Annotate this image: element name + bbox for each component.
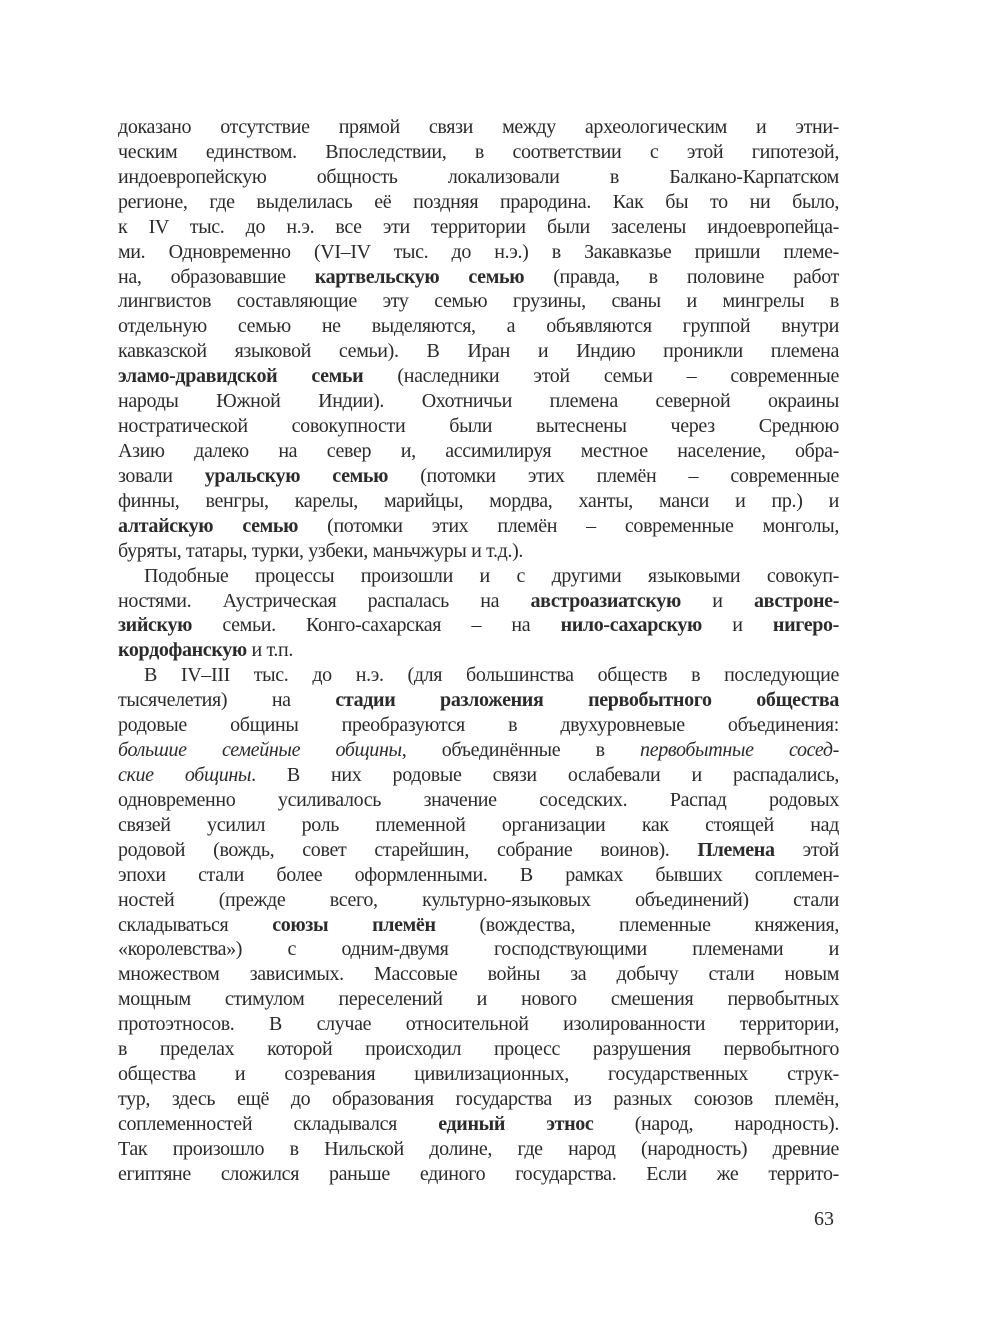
text-line	[118, 863, 839, 888]
text-line	[118, 913, 839, 938]
text-run: соплеменностей складывался	[118, 1112, 439, 1135]
bold-term: Племена	[697, 838, 775, 861]
text-line	[118, 663, 839, 688]
text-run: связей усилил роль племенной организации как стоящей над	[118, 813, 839, 836]
text-run: тур, здесь ещё до образования государства из разных союзов племён,	[118, 1087, 839, 1110]
text-run: Так произошло в Нильской долине, где народ (народность) древние	[118, 1137, 839, 1160]
text-run: и	[701, 614, 773, 637]
text-run: и т.п.	[246, 639, 294, 662]
text-run: родовые общины преобразуются в двухуровневые объединения:	[118, 714, 839, 737]
text-line	[118, 1112, 839, 1137]
text-line	[118, 713, 839, 738]
text-line	[118, 589, 839, 614]
text-line	[118, 1062, 839, 1087]
bold-term: кордофанскую	[118, 639, 247, 662]
page-number: 63	[814, 1208, 834, 1230]
text-line	[118, 289, 839, 314]
text-run: ностей (прежде всего, культурно-языковых объединений) стали	[118, 888, 839, 911]
text-line	[118, 987, 839, 1012]
bold-term: союзы племён	[272, 913, 436, 936]
text-line	[118, 489, 839, 514]
text-line	[118, 1137, 839, 1162]
text-run: буряты, татары, турки, узбеки, маньчжуры и т.д.).	[118, 539, 524, 562]
text-line	[118, 688, 839, 713]
text-run: доказано отсутствие прямой связи между археологическим и этни-	[118, 116, 839, 138]
text-run: ческим единством. Впоследствии, в соответствии с этой гипотезой,	[118, 140, 839, 163]
text-run: кавказской языковой семьи). В Иран и Индию проникли племена	[118, 340, 839, 363]
bold-term: алтайскую семью	[118, 514, 299, 537]
text-run: египтяне сложился раньше единого государства. Если же террито-	[118, 1162, 839, 1185]
text-line	[118, 638, 839, 663]
italic-term: большие семейные общины	[118, 739, 402, 762]
text-run: , объединённые в	[401, 739, 641, 762]
text-run: (потомки этих племён – современные	[388, 464, 839, 487]
text-run: общества и созревания цивилизационных, государственных струк-	[118, 1063, 839, 1086]
text-line	[118, 364, 839, 389]
text-line	[118, 140, 839, 165]
text-run: (правда, в половине работ	[524, 265, 840, 288]
text-line	[118, 838, 839, 863]
text-run: (потомки этих племён – современные монголы,	[298, 514, 839, 537]
text-run: «королевства») с одним-двумя господствующими племенами и	[118, 938, 839, 961]
text-line	[118, 314, 839, 339]
text-run: В IV–III тыс. до н.э. (для большинства обществ в последующие	[144, 664, 839, 687]
text-run: лингвистов составляющие эту семью грузины, сваны и мингрелы в	[118, 290, 839, 313]
bold-term: австроне-	[753, 589, 840, 612]
text-line	[118, 813, 839, 838]
italic-term: первобытные сосед-	[640, 739, 839, 762]
text-line	[118, 464, 839, 489]
text-run: протоэтносов. В случае относительной изолированности территории,	[118, 1013, 839, 1036]
bold-term: единый этнос	[438, 1112, 594, 1135]
text-run: народы Южной Индии). Охотничьи племена северной окраины	[118, 390, 839, 413]
text-line	[118, 763, 839, 788]
text-run: . В них родовые связи ослабевали и распадались,	[251, 763, 839, 786]
text-run: мощным стимулом переселений и нового смешения первобытных	[118, 988, 839, 1011]
bold-term: зийскую	[118, 614, 193, 637]
text-run: эпохи стали более оформленными. В рамках бывших соплемен-	[118, 863, 839, 886]
text-line	[118, 190, 839, 215]
text-run: (наследники этой семьи – современные	[363, 365, 839, 388]
text-line	[118, 1087, 839, 1112]
bold-term: картвельскую семью	[314, 265, 525, 288]
text-run: одновременно усиливалось значение соседских. Распад родовых	[118, 788, 839, 811]
bold-term: эламо-дравидской семьи	[118, 365, 364, 388]
text-run: и	[680, 589, 754, 612]
text-run: Азию далеко на север и, ассимилируя местное население, обра-	[118, 439, 839, 462]
text-run: регионе, где выделилась её поздняя прародина. Как бы то ни было,	[118, 190, 839, 213]
text-line	[118, 165, 839, 190]
text-line	[118, 788, 839, 813]
text-run: этой	[774, 838, 840, 861]
bold-term: стадии разложения первобытного общества	[335, 689, 839, 712]
text-line	[118, 215, 839, 240]
text-line	[118, 514, 839, 539]
text-run: складываться	[118, 913, 273, 936]
text-run: ностратической совокупности были вытеснены через Среднюю	[118, 415, 839, 438]
text-line	[118, 115, 839, 140]
bold-term: нигеро-	[772, 614, 839, 637]
text-line	[118, 613, 839, 638]
text-run: индоевропейскую общность локализовали в Балкано-Карпатском	[118, 165, 839, 188]
text-line	[118, 539, 839, 564]
text-line	[118, 1162, 839, 1187]
text-run: (вождества, племенные княжения,	[435, 913, 839, 936]
text-line	[118, 738, 839, 763]
page-body-text	[118, 115, 839, 1187]
text-run: ми. Одновременно (VI–IV тыс. до н.э.) в Закавказье пришли племе-	[118, 240, 839, 263]
text-run: зовали	[118, 464, 205, 487]
text-run: на, образовавшие	[118, 265, 315, 288]
bold-term: нило-сахарскую	[560, 614, 702, 637]
text-line	[118, 389, 839, 414]
text-run: Подобные процессы произошли и с другими языковыми совокуп-	[144, 564, 839, 587]
text-run: отдельную семью не выделяются, а объявляются группой внутри	[118, 315, 839, 338]
text-run: тысячелетия) на	[118, 689, 336, 712]
text-run: семьи. Конго-сахарская – на	[192, 614, 561, 637]
bold-term: австроазиатскую	[530, 589, 681, 612]
text-line	[118, 888, 839, 913]
text-line	[118, 240, 839, 265]
text-run: родовой (вождь, совет старейшин, собрание воинов).	[118, 838, 698, 861]
text-line	[118, 937, 839, 962]
text-line	[118, 1037, 839, 1062]
text-run: финны, венгры, карелы, марийцы, мордва, ханты, манси и пр.) и	[118, 489, 839, 512]
italic-term: ские общины	[118, 763, 252, 786]
text-run: (народ, народность).	[593, 1112, 839, 1135]
text-line	[118, 564, 839, 589]
text-run: множеством зависимых. Массовые войны за добычу стали новым	[118, 963, 839, 986]
text-line	[118, 439, 839, 464]
text-run: в пределах которой происходил процесс разрушения первобытного	[118, 1038, 839, 1061]
text-line	[118, 265, 839, 290]
text-run: ностями. Аустрическая распалась на	[118, 589, 531, 612]
bold-term: уральскую семью	[204, 464, 389, 487]
text-run: к IV тыс. до н.э. все эти территории были заселены индоевропейца-	[118, 215, 839, 238]
text-line	[118, 962, 839, 987]
text-line	[118, 1012, 839, 1037]
text-line	[118, 414, 839, 439]
text-line	[118, 339, 839, 364]
